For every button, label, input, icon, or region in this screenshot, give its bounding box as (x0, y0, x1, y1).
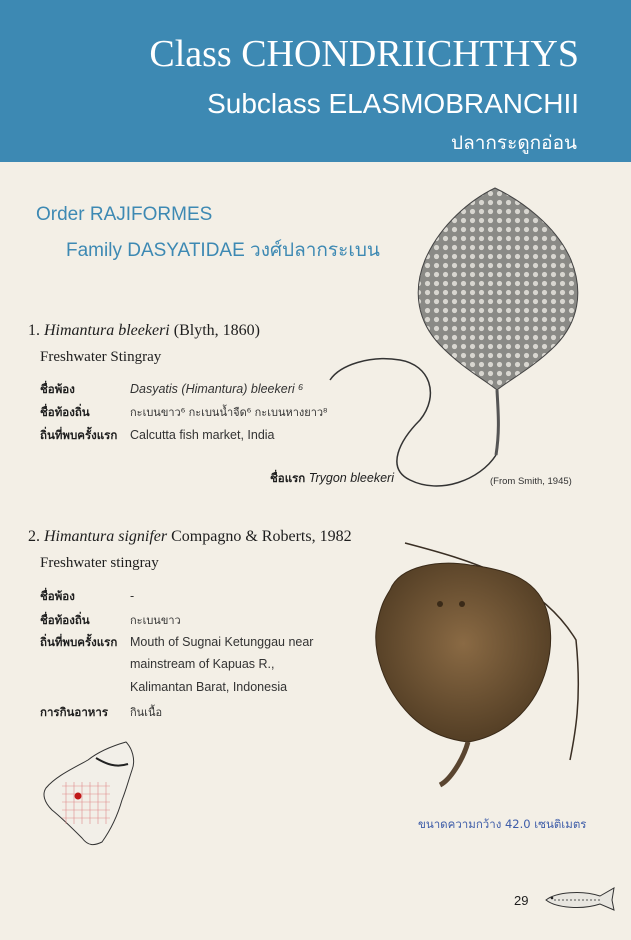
species-1-common-name: Freshwater Stingray (40, 349, 162, 365)
type-locality-cont-2: Kalimantan Barat, Indonesia (130, 680, 288, 694)
type-locality-label: ถิ่นที่พบครั้งแรก (40, 635, 118, 649)
synonym-value: - (130, 589, 135, 603)
local-name-label: ชื่อท้องถิ่น (40, 405, 90, 419)
synonym-value: Dasyatis (Himantura) bleekeri ⁶ (130, 382, 304, 396)
family-heading: Family DASYATIDAE วงศ์ปลากระเบน (66, 240, 380, 261)
synonym-label: ชื่อพ้อง (40, 382, 75, 396)
species-2-number: 2. (28, 528, 40, 545)
class-title: Class CHONDRIICHTHYS (149, 33, 579, 75)
size-caption: ขนาดความกว้าง 42.0 เซนติเมตร (418, 817, 587, 831)
subclass-title: Subclass ELASMOBRANCHII (207, 88, 579, 119)
page-number: 29 (514, 893, 529, 908)
thailand-map-icon (36, 738, 146, 853)
diet-label: การกินอาหาร (40, 705, 109, 719)
species-1-name: Himantura bleekeri (44, 322, 170, 339)
local-name-label: ชื่อท้องถิ่น (40, 613, 90, 627)
species-1-author: (Blyth, 1860) (169, 322, 260, 339)
original-name-label: ชื่อแรก (270, 471, 306, 485)
local-name-value: กะเบนขาว⁶ กะเบนน้ำจืด⁶ กะเบนหางยาว⁸ (130, 406, 328, 419)
diet-value: กินเนื้อ (130, 706, 163, 719)
original-name-value: Trygon bleekeri (308, 471, 394, 485)
synonym-label: ชื่อพ้อง (40, 589, 75, 603)
type-locality-value: Calcutta fish market, India (130, 428, 275, 442)
type-locality-label: ถิ่นที่พบครั้งแรก (40, 428, 118, 442)
species-2-author: Compagno & Roberts, 1982 (167, 528, 352, 545)
species-2-name: Himantura signifer (44, 528, 168, 545)
local-name-value: กะเบนขาว (130, 614, 181, 627)
species-1-number: 1. (28, 322, 40, 339)
order-heading: Order RAJIFORMES (36, 204, 213, 225)
thai-title: ปลากระดูกอ่อน (451, 132, 577, 154)
fish-silhouette-icon (542, 884, 617, 914)
type-locality-value: Mouth of Sugnai Ketunggau near (130, 635, 314, 649)
illustration-credit: (From Smith, 1945) (490, 476, 572, 487)
species-2-common-name: Freshwater stingray (40, 555, 159, 571)
type-locality-cont-1: mainstream of Kapuas R., (130, 657, 275, 671)
